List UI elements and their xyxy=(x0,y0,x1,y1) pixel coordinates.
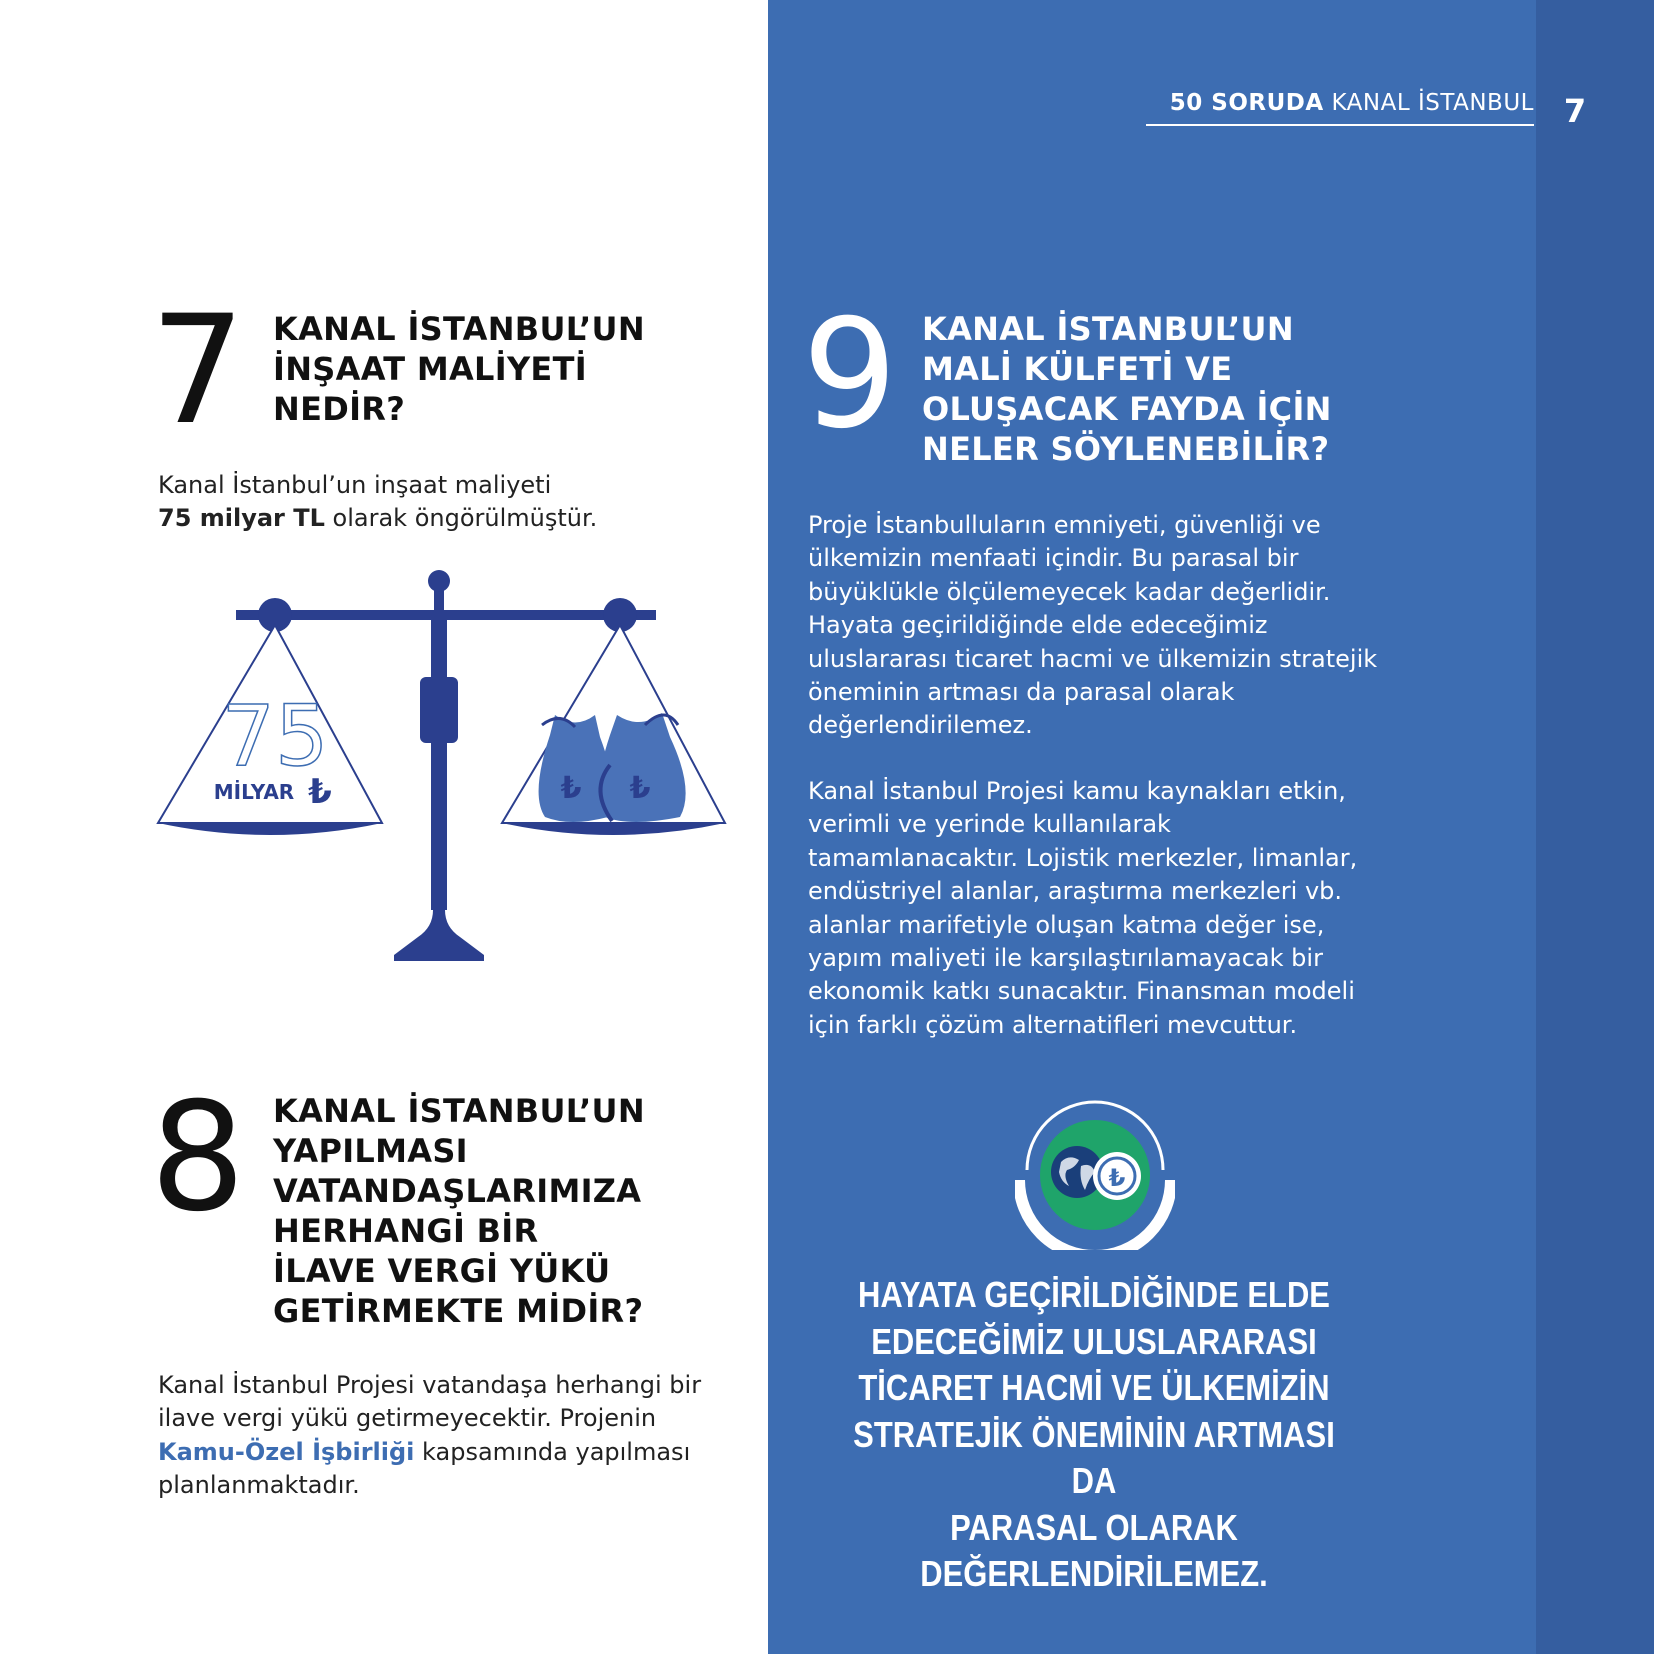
highlight-callout xyxy=(833,1272,1356,1598)
title-line: NELER SÖYLENEBİLİR? xyxy=(922,430,1330,468)
balance-scale-illustration xyxy=(150,565,730,965)
title-line: NEDİR? xyxy=(273,390,406,428)
title-line: İNŞAAT MALİYETİ xyxy=(273,350,587,388)
title-line: MALİ KÜLFETİ VE xyxy=(922,350,1233,388)
title-line: HERHANGİ BİR xyxy=(273,1212,539,1250)
question-7-number: 7 xyxy=(150,284,246,458)
title-line: İLAVE VERGİ YÜKÜ xyxy=(273,1252,611,1290)
amount-text: 75 xyxy=(221,687,329,785)
title-line: KANAL İSTANBUL’UN xyxy=(273,310,645,348)
scale-column xyxy=(431,620,447,910)
kamu-ozel-isbirligi-link[interactable]: Kamu-Özel İşbirliği xyxy=(158,1437,415,1466)
title-line: YAPILMASI xyxy=(273,1132,468,1170)
scale-beam xyxy=(236,610,656,620)
title-line: GETİRMEKTE MİDİR? xyxy=(273,1292,644,1330)
left-pan-dish xyxy=(158,823,382,835)
question-8-number: 8 xyxy=(150,1071,246,1245)
question-9-paragraph-1: Proje İstanbulluların emniyeti, güvenliği ve ülkemizin menfaati içindir. Bu parasal bir büyüklükle ölçülemeyecek kadar değerlidir. Hayata geçirildiğinde elde edeceğimiz uluslararası ticaret hacmi ve ülkemizin stratejik öneminin artması da parasal olarak değerlendirilemez. xyxy=(808,511,1378,740)
answer-rest: olarak öngörülmüştür. xyxy=(324,504,598,533)
answer-text: kapsamında yapılması planlanmaktadır. xyxy=(158,1437,691,1500)
page-number: 7 xyxy=(1563,92,1587,130)
question-9-title xyxy=(922,309,1362,469)
answer-text: Kanal İstanbul Projesi vatandaşa herhangi bir ilave vergi yükü getirmeyecektir. Projenin xyxy=(158,1371,702,1433)
right-pan-dish xyxy=(502,823,725,835)
title-line: KANAL İSTANBUL’UN xyxy=(922,310,1294,348)
scale-handle xyxy=(420,677,458,743)
title-line: OLUŞACAK FAYDA İÇİN xyxy=(922,390,1332,428)
callout-line: PARASAL OLARAK DEĞERLENDİRİLEMEZ. xyxy=(920,1506,1268,1594)
page-header xyxy=(1146,90,1534,126)
callout-line: STRATEJİK ÖNEMİNİN ARTMASI DA xyxy=(853,1413,1335,1501)
callout-line: EDECEĞİMİZ ULUSLARARASI xyxy=(871,1320,1317,1362)
header-title-rest: KANAL İSTANBUL xyxy=(1331,90,1534,116)
lira-symbol: ₺ xyxy=(560,771,582,806)
question-9-number: 9 xyxy=(802,288,898,462)
lira-symbol: ₺ xyxy=(629,771,651,806)
title-line: KANAL İSTANBUL’UN xyxy=(273,1092,645,1130)
question-7-title xyxy=(273,309,673,429)
question-8-answer xyxy=(158,1369,738,1503)
question-8-title xyxy=(273,1091,693,1331)
globe-lira-icon xyxy=(1015,1100,1175,1250)
question-7-answer xyxy=(158,469,628,536)
header-title-bold: 50 SORUDA xyxy=(1169,90,1324,116)
lira-coin-symbol: ₺ xyxy=(1108,1164,1126,1192)
unit-label: MİLYAR xyxy=(213,780,295,804)
edge-strip xyxy=(1536,0,1654,1654)
title-line: VATANDAŞLARIMIZA xyxy=(273,1172,642,1210)
scale-top-knob xyxy=(428,570,450,592)
callout-line: HAYATA GEÇİRİLDİĞİNDE ELDE xyxy=(858,1274,1330,1315)
answer-highlight: 75 milyar TL xyxy=(158,504,325,533)
callout-line: TİCARET HACMİ VE ÜLKEMİZİN xyxy=(858,1367,1330,1408)
scale-base xyxy=(394,910,484,961)
answer-line: Kanal İstanbul’un inşaat maliyeti xyxy=(158,471,552,499)
question-9-paragraph-2: Kanal İstanbul Projesi kamu kaynakları etkin, verimli ve yerinde kullanılarak tamamlanacaktır. Lojistik merkezler, limanlar, endüstriyel alanlar, araştırma merkezleri vb. alanlar marifetiyle oluşan katma değer ise, yapım maliyeti ile karşılaştırılamayacak bir ekonomik katkı sunacaktır. Finansman modeli için farklı çözüm alternatifleri mevcuttur. xyxy=(808,777,1358,1039)
lira-symbol: ₺ xyxy=(308,772,332,812)
